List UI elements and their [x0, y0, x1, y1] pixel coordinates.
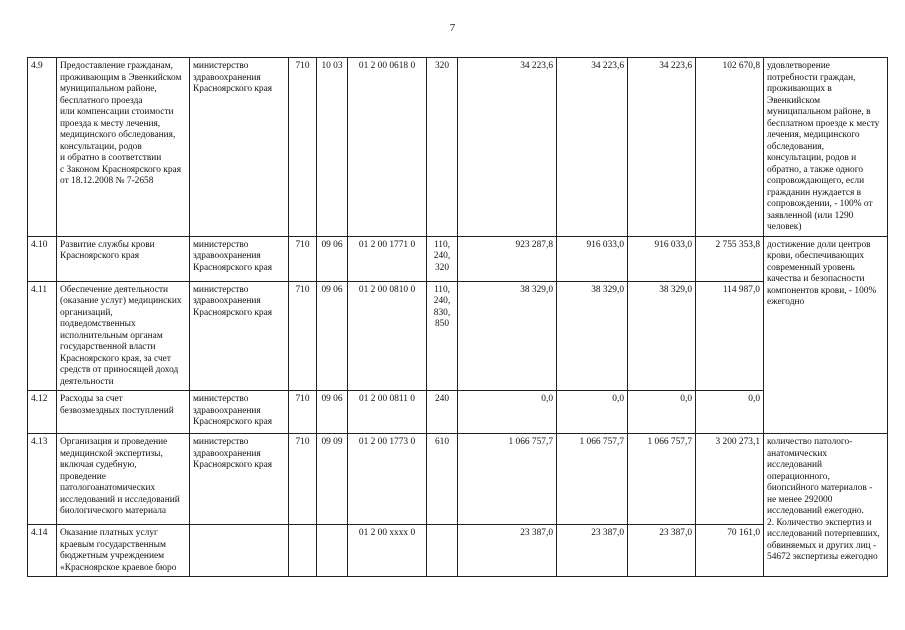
expected-result: количество патолого- анатомических исследований операционного, биопсийного материалов - не менее 292000 исследований ежегодно. 2. Количество экспертиз и исследований потерпевших, обвиняемых и других лиц - 54672 экспертизы ежегодно — [764, 434, 888, 577]
year2-amount: 23 387,0 — [557, 525, 628, 577]
table-row — [28, 236, 888, 281]
year2-amount: 34 223,6 — [557, 58, 628, 237]
total-amount: 102 670,8 — [696, 58, 764, 237]
total-amount: 3 200 273,1 — [696, 434, 764, 525]
rzpr-code: 09 06 — [317, 281, 348, 391]
row-number: 4.13 — [28, 434, 57, 525]
year1-amount: 0,0 — [458, 391, 557, 434]
event-name: Обеспечение деятельности (оказание услуг) медицинских организаций, подведомственных исполнительным органам государственной власти Красноярского края, за счет средств от приносящей доход деятельности — [57, 281, 190, 391]
csr-code: 01 2 00 0810 0 — [348, 281, 427, 391]
vr-code: 110, 240, 830, 850 — [427, 281, 458, 391]
year1-amount: 23 387,0 — [458, 525, 557, 577]
year3-amount: 1 066 757,7 — [628, 434, 696, 525]
table-row — [28, 281, 888, 391]
row-number: 4.11 — [28, 281, 57, 391]
vr-code: 110, 240, 320 — [427, 236, 458, 281]
rzpr-code — [317, 525, 348, 577]
year3-amount: 34 223,6 — [628, 58, 696, 237]
total-amount: 70 161,0 — [696, 525, 764, 577]
vr-code: 320 — [427, 58, 458, 237]
agency: министерство здравоохранения Красноярского края — [190, 58, 289, 237]
grbs-code: 710 — [289, 391, 317, 434]
grbs-code: 710 — [289, 58, 317, 237]
vr-code — [427, 525, 458, 577]
expected-result: удовлетворение потребности граждан, проживающих в Эвенкийском муниципальном районе, в бесплатном проезде к месту лечения, медицинского обследования, консультации, родов и обратно, а также одного сопровождающего, если гражданин нуждается в сопровождении, - 100% от заявленной (или 1290 человек) — [764, 58, 888, 237]
year3-amount: 0,0 — [628, 391, 696, 434]
year3-amount: 38 329,0 — [628, 281, 696, 391]
year1-amount: 34 223,6 — [458, 58, 557, 237]
vr-code: 240 — [427, 391, 458, 434]
agency — [190, 525, 289, 577]
vr-code: 610 — [427, 434, 458, 525]
csr-code: 01 2 00 1773 0 — [348, 434, 427, 525]
row-number: 4.14 — [28, 525, 57, 577]
total-amount: 114 987,0 — [696, 281, 764, 391]
row-number: 4.10 — [28, 236, 57, 281]
event-name: Организация и проведение медицинской экспертизы, включая судебную, проведение патологоанатомических исследований и исследований биологического материала — [57, 434, 190, 525]
csr-code: 01 2 00 хххх 0 — [348, 525, 427, 577]
year3-amount: 23 387,0 — [628, 525, 696, 577]
rzpr-code: 09 06 — [317, 236, 348, 281]
total-amount: 0,0 — [696, 391, 764, 434]
year2-amount: 1 066 757,7 — [557, 434, 628, 525]
agency: министерство здравоохранения Красноярского края — [190, 236, 289, 281]
event-name: Расходы за счет безвозмездных поступлений — [57, 391, 190, 434]
grbs-code — [289, 525, 317, 577]
row-number: 4.12 — [28, 391, 57, 434]
year3-amount: 916 033,0 — [628, 236, 696, 281]
table-row — [28, 434, 888, 525]
agency: министерство здравоохранения Красноярского края — [190, 281, 289, 391]
grbs-code: 710 — [289, 281, 317, 391]
total-amount: 2 755 353,8 — [696, 236, 764, 281]
budget-table — [27, 57, 888, 577]
table-row — [28, 525, 888, 577]
row-number: 4.9 — [28, 58, 57, 237]
agency: министерство здравоохранения Красноярского края — [190, 434, 289, 525]
event-name: Оказание платных услуг краевым государственным бюджетным учреждением «Красноярское краевое бюро — [57, 525, 190, 577]
year2-amount: 0,0 — [557, 391, 628, 434]
rzpr-code: 09 06 — [317, 391, 348, 434]
event-name: Развитие службы крови Красноярского края — [57, 236, 190, 281]
year2-amount: 38 329,0 — [557, 281, 628, 391]
year1-amount: 38 329,0 — [458, 281, 557, 391]
grbs-code: 710 — [289, 236, 317, 281]
grbs-code: 710 — [289, 434, 317, 525]
year1-amount: 1 066 757,7 — [458, 434, 557, 525]
rzpr-code: 09 09 — [317, 434, 348, 525]
agency: министерство здравоохранения Красноярского края — [190, 391, 289, 434]
csr-code: 01 2 00 1771 0 — [348, 236, 427, 281]
csr-code: 01 2 00 0811 0 — [348, 391, 427, 434]
page-number: 7 — [449, 22, 456, 34]
expected-result: достижение доли центров крови, обеспечивающих современный уровень качества и безопасности компонентов крови, - 100% ежегодно — [764, 236, 888, 434]
table-row — [28, 58, 888, 237]
event-name: Предоставление гражданам, проживающим в Эвенкийском муниципальном районе, бесплатного проезда или компенсации стоимости проезда к месту лечения, медицинского обследования, консультации, родов и обратно в соответствии с Законом Красноярского края от 18.12.2008 № 7-2658 — [57, 58, 190, 237]
year2-amount: 916 033,0 — [557, 236, 628, 281]
year1-amount: 923 287,8 — [458, 236, 557, 281]
csr-code: 01 2 00 0618 0 — [348, 58, 427, 237]
rzpr-code: 10 03 — [317, 58, 348, 237]
table-row — [28, 391, 888, 434]
